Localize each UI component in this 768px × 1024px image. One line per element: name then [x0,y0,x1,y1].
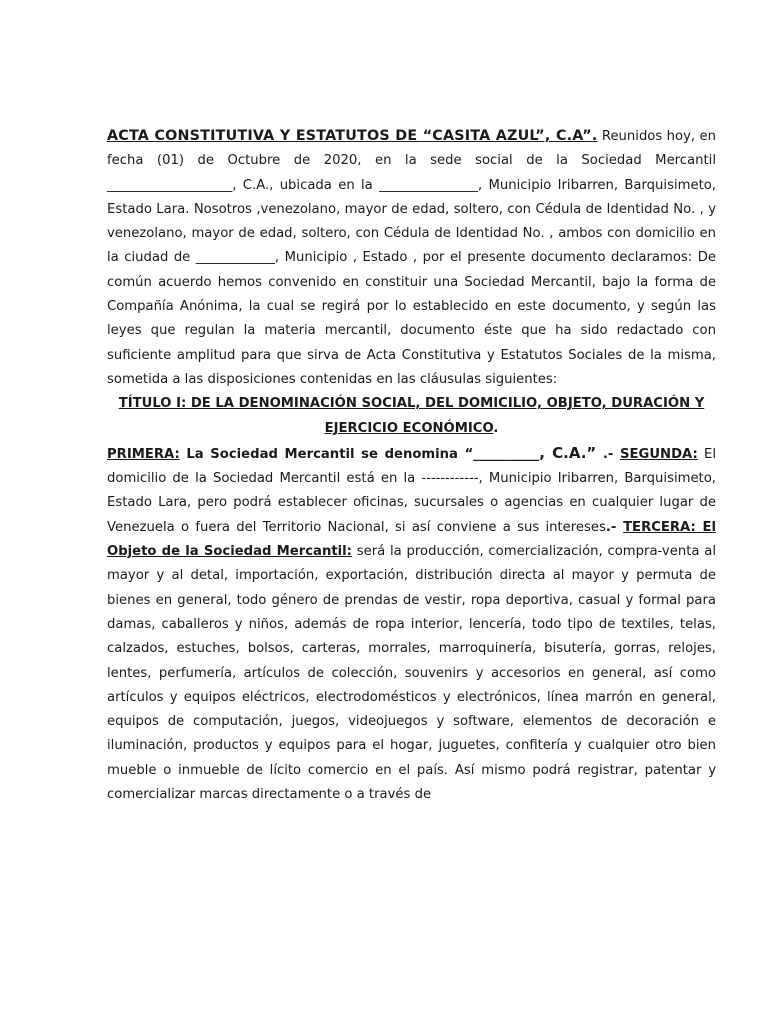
clause-segunda-text: El domicilio de la Sociedad Mercantil está en la ------------, Municipio Iribarren, Barquisimeto, Estado Lara, pero podrá establecer oficinas, sucursales o agencias en cualquier lugar de Venezuela o fuera del Territorio Nacional, si así conviene a sus intereses [107,446,716,535]
clause-segunda-label: SEGUNDA: [620,446,698,462]
opening-text-4: , Municipio , Estado , por el presente documento declaramos: De común acuerdo hemos convenido en constituir una Sociedad Mercantil, bajo la forma de Compañía Anónima, la cual se regirá por lo establecido en este documento, y según las leyes que regulan la materia mercantil, documento éste que ha sido redactado con suficiente amplitud para que sirva de Acta Constitutiva y Estatutos Sociales de la misma, sometida a las disposiciones contenidas en las cláusulas siguientes: [107,250,716,387]
section-heading-period: . [493,420,499,436]
clause-separator-2: .- [605,519,624,535]
opening-paragraph [107,124,716,392]
opening-text-2: , C.A., ubicada en la [232,177,380,193]
opening-text-1: Reunidos hoy, en fecha (01) de Octubre de 2020, en la sede social de la Sociedad Mercantil [107,129,716,169]
clause-tercera-label: TERCERA: El Objeto de la Sociedad Mercantil: [107,519,716,560]
document-page [107,124,716,807]
clause-separator: .- [596,446,621,462]
section-heading [107,392,716,441]
clause-primera-text: La Sociedad Mercantil se denomina “ [179,446,474,462]
clause-tercera-text: será la producción, comercialización, compra-venta al mayor y al detal, importación, exportación, distribución directa al mayor y permuta de bienes en general, todo género de prendas de vestir, ropa deportiva, casual y formal para damas, caballeros y niños, además de ropa interior, lencería, todo tipo de textiles, telas, calzados, estuches, bolsos, carteras, morrales, marroquinería, bisutería, gorras, relojes, lentes, perfumería, artículos de colección, souvenirs y accesorios en general, así como artículos y equipos eléctricos, electrodomésticos y electrónicos, línea marrón en general, equipos de computación, juegos, videojuegos y software, elementos de decoración e iluminación, productos y equipos para el hogar, juguetes, confitería y cualquier otro bien mueble o inmueble de lícito comercio en el país [107,544,716,778]
blank-city: ____________ [195,250,275,266]
clause-asi-mismo: . Así mismo [443,762,526,778]
clauses-paragraph [107,441,716,807]
blank-denomination: __________ [473,446,540,462]
company-suffix: , C.A.” [539,443,597,462]
opening-text-3: , Municipio Iribarren, Barquisimeto, Estado Lara. Nosotros ,venezolano, mayor de edad, soltero, con Cédula de Identidad No. , y venezolano, mayor de edad, soltero, con Cédula de Identidad No. , ambos con domicilio en la ciudad de [107,177,717,266]
clause-tail: podrá registrar, patentar y comercializar marcas directamente o a través de [107,762,716,803]
clause-primera-label: PRIMERA: [107,446,180,462]
document-title: ACTA CONSTITUTIVA Y ESTATUTOS DE “CASITA AZUL”, C.A”. [107,128,598,144]
blank-company-name: ___________________ [107,177,233,193]
blank-address: _______________ [379,177,478,193]
section-heading-text: TÍTULO I: DE LA DENOMINACIÓN SOCIAL, DEL DOMICILIO, OBJETO, DURACIÓN Y EJERCICIO ECONÓMICO [118,396,705,436]
